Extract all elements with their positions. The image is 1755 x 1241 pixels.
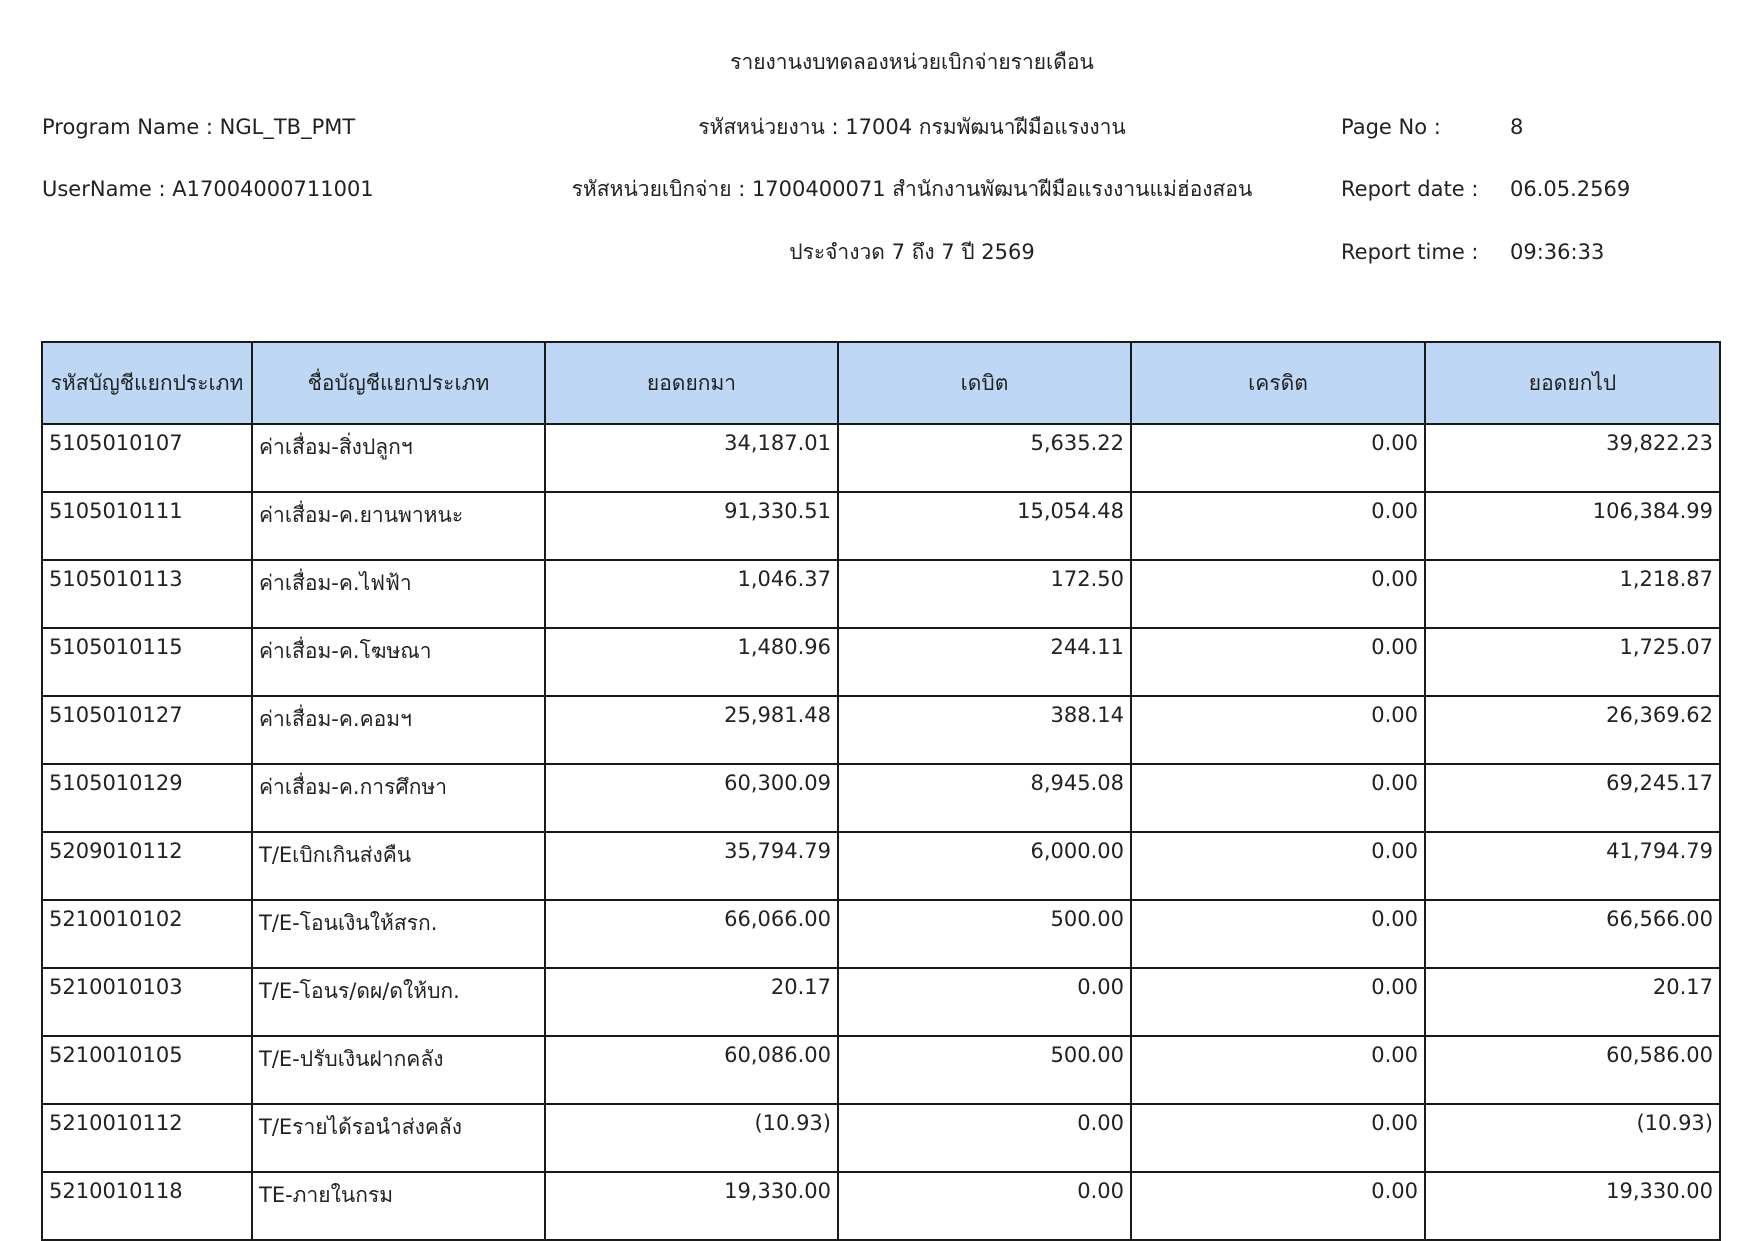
account-code: 5210010103: [42, 968, 252, 1036]
credit: 0.00: [1131, 424, 1425, 492]
account-code: 5209010112: [42, 832, 252, 900]
table-header-row: [42, 342, 1720, 424]
column-header-closing-balance: ยอดยกไป: [1425, 342, 1720, 424]
debit: 0.00: [838, 1104, 1131, 1172]
agency-info: รหัสหน่วยงาน : 17004 กรมพัฒนาฝีมือแรงงาน: [698, 115, 1126, 139]
report-title: รายงานงบทดลองหน่วยเบิกจ่ายรายเดือน: [730, 50, 1094, 74]
account-code: 5210010105: [42, 1036, 252, 1104]
page-no-value: 8: [1510, 115, 1524, 139]
table-row: [42, 968, 1720, 1036]
closing-balance: 41,794.79: [1425, 832, 1720, 900]
column-header-opening-balance: ยอดยกมา: [545, 342, 838, 424]
table-row: [42, 900, 1720, 968]
debit: 0.00: [838, 968, 1131, 1036]
opening-balance: (10.93): [545, 1104, 838, 1172]
closing-balance: 1,725.07: [1425, 628, 1720, 696]
account-name: ค่าเสื่อม-ค.ไฟฟ้า: [252, 560, 545, 628]
account-code: 5105010107: [42, 424, 252, 492]
account-code: 5105010127: [42, 696, 252, 764]
debit: 244.11: [838, 628, 1131, 696]
account-code: 5210010112: [42, 1104, 252, 1172]
closing-balance: 66,566.00: [1425, 900, 1720, 968]
account-name: ค่าเสื่อม-ค.ยานพาหนะ: [252, 492, 545, 560]
account-code: 5105010129: [42, 764, 252, 832]
credit: 0.00: [1131, 900, 1425, 968]
report-time-label: Report time :: [1341, 240, 1479, 264]
closing-balance: 39,822.23: [1425, 424, 1720, 492]
report-date-label: Report date :: [1341, 177, 1479, 201]
opening-balance: 60,300.09: [545, 764, 838, 832]
credit: 0.00: [1131, 560, 1425, 628]
page-no-label: Page No :: [1341, 115, 1441, 139]
closing-balance: 26,369.62: [1425, 696, 1720, 764]
table-row: [42, 492, 1720, 560]
credit: 0.00: [1131, 1172, 1425, 1240]
table-row: [42, 764, 1720, 832]
closing-balance: 20.17: [1425, 968, 1720, 1036]
program-name: Program Name : NGL_TB_PMT: [42, 115, 356, 139]
account-name: ค่าเสื่อม-ค.โฆษณา: [252, 628, 545, 696]
closing-balance: 106,384.99: [1425, 492, 1720, 560]
column-header-debit: เดบิต: [838, 342, 1131, 424]
account-name: T/Eเบิกเกินส่งคืน: [252, 832, 545, 900]
table-row: [42, 628, 1720, 696]
opening-balance: 91,330.51: [545, 492, 838, 560]
account-name: ค่าเสื่อม-ค.การศึกษา: [252, 764, 545, 832]
table-row: [42, 560, 1720, 628]
report-date-value: 06.05.2569: [1510, 177, 1631, 201]
trial-balance-table: [41, 341, 1721, 1241]
account-code: 5105010113: [42, 560, 252, 628]
opening-balance: 20.17: [545, 968, 838, 1036]
account-code: 5105010111: [42, 492, 252, 560]
debit: 388.14: [838, 696, 1131, 764]
credit: 0.00: [1131, 832, 1425, 900]
account-code: 5210010118: [42, 1172, 252, 1240]
credit: 0.00: [1131, 1104, 1425, 1172]
opening-balance: 60,086.00: [545, 1036, 838, 1104]
debit: 500.00: [838, 900, 1131, 968]
debit: 172.50: [838, 560, 1131, 628]
account-name: T/E-โอนเงินให้สรก.: [252, 900, 545, 968]
column-header-account-name: ชื่อบัญชีแยกประเภท: [252, 342, 545, 424]
user-name: UserName : A17004000711001: [42, 177, 374, 201]
table-row: [42, 1104, 1720, 1172]
opening-balance: 34,187.01: [545, 424, 838, 492]
table-row: [42, 424, 1720, 492]
report-time-value: 09:36:33: [1510, 240, 1605, 264]
debit: 5,635.22: [838, 424, 1131, 492]
account-name: T/E-ปรับเงินฝากคลัง: [252, 1036, 545, 1104]
debit: 0.00: [838, 1172, 1131, 1240]
opening-balance: 25,981.48: [545, 696, 838, 764]
account-name: T/Eรายได้รอนำส่งคลัง: [252, 1104, 545, 1172]
debit: 6,000.00: [838, 832, 1131, 900]
closing-balance: 19,330.00: [1425, 1172, 1720, 1240]
credit: 0.00: [1131, 764, 1425, 832]
account-name: ค่าเสื่อม-ค.คอมฯ: [252, 696, 545, 764]
debit: 500.00: [838, 1036, 1131, 1104]
closing-balance: 69,245.17: [1425, 764, 1720, 832]
table-row: [42, 696, 1720, 764]
closing-balance: (10.93): [1425, 1104, 1720, 1172]
table-row: [42, 1036, 1720, 1104]
credit: 0.00: [1131, 1036, 1425, 1104]
opening-balance: 66,066.00: [545, 900, 838, 968]
account-code: 5210010102: [42, 900, 252, 968]
debit: 15,054.48: [838, 492, 1131, 560]
table-row: [42, 1172, 1720, 1240]
debit: 8,945.08: [838, 764, 1131, 832]
opening-balance: 19,330.00: [545, 1172, 838, 1240]
opening-balance: 35,794.79: [545, 832, 838, 900]
credit: 0.00: [1131, 628, 1425, 696]
credit: 0.00: [1131, 696, 1425, 764]
account-name: ค่าเสื่อม-สิ่งปลูกฯ: [252, 424, 545, 492]
account-name: TE-ภายในกรม: [252, 1172, 545, 1240]
credit: 0.00: [1131, 968, 1425, 1036]
disbursement-unit: รหัสหน่วยเบิกจ่าย : 1700400071 สำนักงานพัฒนาฝีมือแรงงานแม่ฮ่องสอน: [571, 177, 1253, 201]
closing-balance: 60,586.00: [1425, 1036, 1720, 1104]
account-name: T/E-โอนร/ดผ/ดให้บก.: [252, 968, 545, 1036]
closing-balance: 1,218.87: [1425, 560, 1720, 628]
opening-balance: 1,480.96: [545, 628, 838, 696]
report-period: ประจำงวด 7 ถึง 7 ปี 2569: [789, 240, 1035, 264]
table-row: [42, 832, 1720, 900]
account-code: 5105010115: [42, 628, 252, 696]
opening-balance: 1,046.37: [545, 560, 838, 628]
column-header-credit: เครดิต: [1131, 342, 1425, 424]
column-header-account-code: รหัสบัญชีแยกประเภท: [42, 342, 252, 424]
credit: 0.00: [1131, 492, 1425, 560]
